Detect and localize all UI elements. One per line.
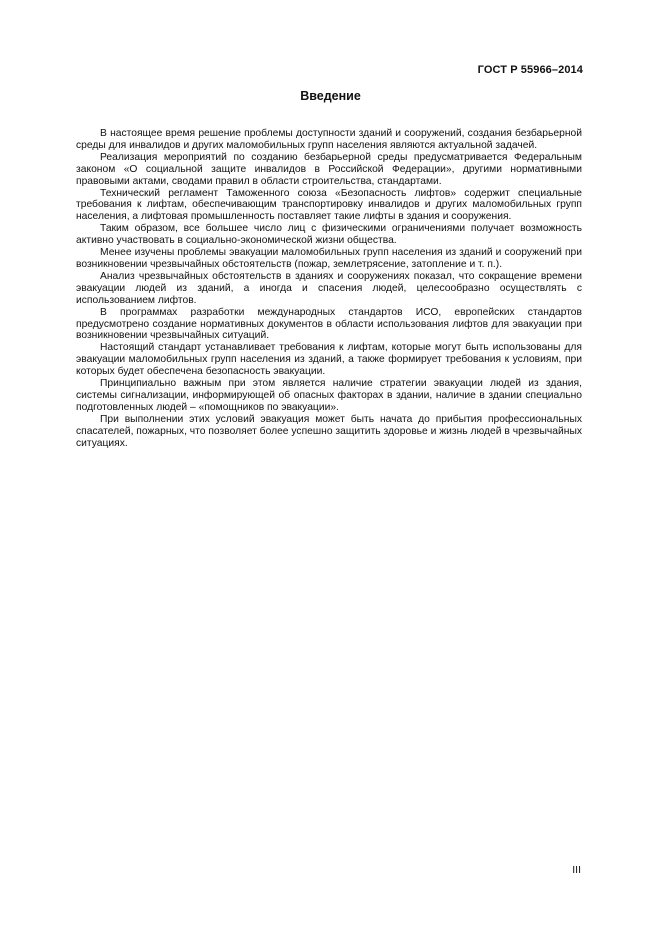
- paragraph: В настоящее время решение проблемы доступности зданий и сооружений, создания безбарьерной среды для инвалидов и других маломобильных групп населения являются актуальной задачей.: [76, 128, 582, 151]
- paragraph: Технический регламент Таможенного союза «Безопасность лифтов» содержит специальные требования к лифтам, обеспечивающим транспортировку инвалидов и других маломобильных групп населения, а лифтовая промышленность поставляет такие лифты в здания и сооружения.: [76, 187, 582, 223]
- section-title: Введение: [300, 89, 361, 103]
- paragraph: Менее изучены проблемы эвакуации маломобильных групп населения из зданий и сооружений при возникновении чрезвычайных обстоятельств (пожар, землетрясение, затопление и т. п.).: [76, 247, 582, 270]
- paragraph: Реализация мероприятий по созданию безбарьерной среды предусматривается Федеральным законом «О социальной защите инвалидов в Российской Федерации», другими нормативными правовыми актами, сводами правил в области строительства, стандартами.: [76, 151, 582, 187]
- paragraph: Настоящий стандарт устанавливает требования к лифтам, которые могут быть использованы для эвакуации маломобильных групп населения из зданий, а также формирует требования к условиям, при которых будет обеспечена безопасность эвакуации.: [76, 342, 582, 378]
- introduction-body: [76, 128, 582, 449]
- paragraph: При выполнении этих условий эвакуация может быть начата до прибытия профессиональных спасателей, пожарных, что позволяет более успешно защитить здоровье и жизнь людей в чрезвычайных ситуациях.: [76, 413, 582, 449]
- page-number: III: [572, 864, 581, 876]
- paragraph: В программах разработки международных стандартов ИСО, европейских стандартов предусмотрено создание нормативных документов в области использования лифтов для эвакуации при возникновении чрезвычайных ситуаций.: [76, 306, 582, 342]
- paragraph: Анализ чрезвычайных обстоятельств в зданиях и сооружениях показал, что сокращение времени эвакуации людей из зданий, а иногда и спасения людей, целесообразно осуществлять с использованием лифтов.: [76, 270, 582, 306]
- document-standard-id: ГОСТ Р 55966–2014: [477, 64, 583, 76]
- paragraph: Принципиально важным при этом является наличие стратегии эвакуации людей из здания, системы сигнализации, информирующей об опасных факторах в здании, наличие в здании специально подготовленных людей – «помощников по эвакуации».: [76, 378, 582, 413]
- paragraph: Таким образом, все большее число лиц с физическими ограничениями получает возможность активно участвовать в социально-экономической жизни общества.: [76, 223, 582, 247]
